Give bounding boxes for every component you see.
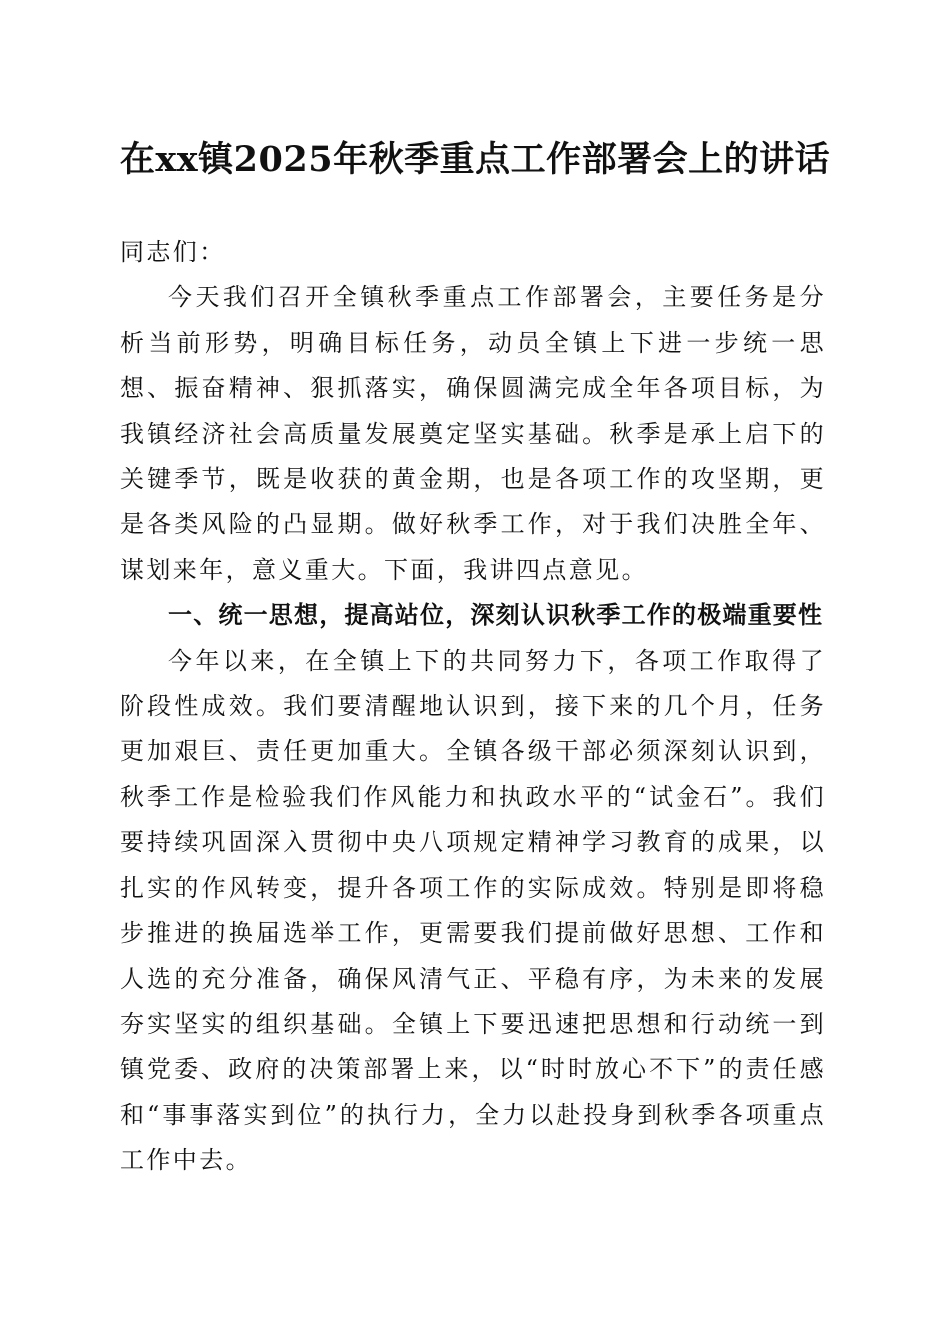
document-title: 在xx镇2025年秋季重点工作部署会上的讲话 [119,139,831,180]
section-heading: 一、统一思想，提高站位，深刻认识秋季工作的极端重要性 [168,601,824,630]
salutation: 同志们： [120,238,226,266]
section-paragraph: 今年以来，在全镇上下的共同努力下，各项工作取得了阶段性成效。我们要清醒地认识到，接下来的几个月，任务更加艰巨、责任更加重大。全镇各级干部必须深刻认识到，秋季工作是检验我们作风能力和执政水平的“试金石”。我们要持续巩固深入贯彻中央八项规定精神学习教育的成果，以扎实的作风转变，提升各项工作的实际成效。特别是即将稳步推进的换届选举工作，更需要我们提前做好思想、工作和人选的充分准备，确保风清气正、平稳有序，为未来的发展夯实坚实的组织基础。全镇上下要迅速把思想和行动统一到镇党委、政府的决策部署上来，以“时时放心不下”的责任感和“事事落实到位”的执行力，全力以赴投身到秋季各项重点工作中去。 [120,646,826,1175]
document-body [120,230,826,1184]
intro-paragraph: 今天我们召开全镇秋季重点工作部署会，主要任务是分析当前形势，明确目标任务，动员全镇上下进一步统一思想、振奋精神、狠抓落实，确保圆满完成全年各项目标，为我镇经济社会高质量发展奠定坚实基础。秋季是承上启下的关键季节，既是收获的黄金期，也是各项工作的攻坚期，更是各类风险的凸显期。做好秋季工作，对于我们决胜全年、谋划来年，意义重大。下面，我讲四点意见。 [120,283,826,584]
